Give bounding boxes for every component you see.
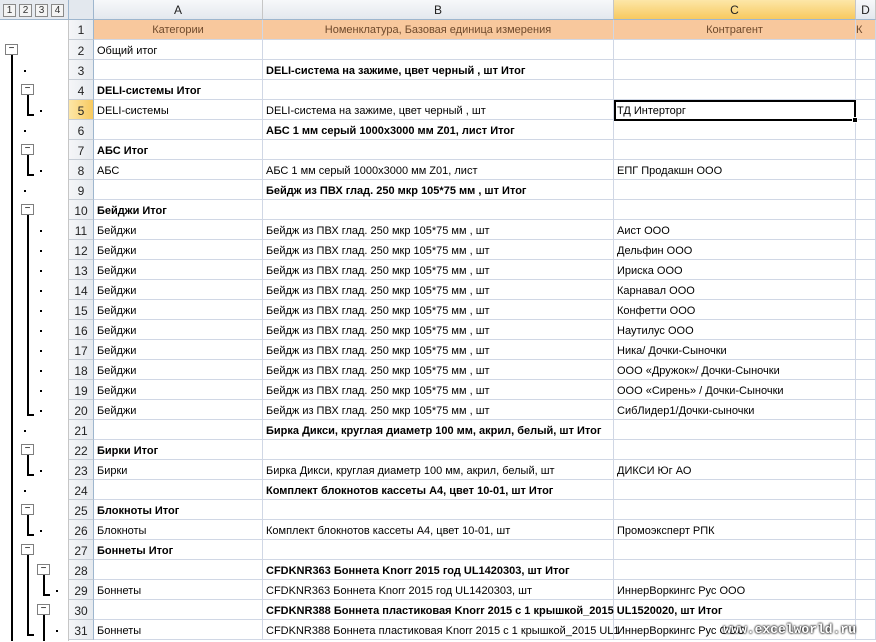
cell-d14[interactable]: [856, 280, 876, 300]
cell-d18[interactable]: [856, 360, 876, 380]
cell-a31[interactable]: Боннеты: [94, 620, 263, 640]
outline-row-marker: [40, 110, 42, 112]
cell-c14[interactable]: Карнавал ООО: [614, 280, 856, 300]
outline-group-line: [27, 114, 34, 116]
cell-a18[interactable]: Бейджи: [94, 360, 263, 380]
row-header-4[interactable]: 4: [69, 80, 94, 100]
cell-a5[interactable]: DELI-системы: [94, 100, 263, 120]
cell-c28[interactable]: [614, 560, 856, 580]
cell-c3[interactable]: [614, 60, 856, 80]
cell-a30[interactable]: [94, 600, 263, 620]
cell-b5[interactable]: DELI-система на зажиме, цвет черный , шт: [263, 100, 614, 120]
outline-row-marker: [40, 530, 42, 532]
outline-group-line: [43, 594, 50, 596]
row-header-18[interactable]: 18: [69, 360, 94, 380]
cell-d29[interactable]: [856, 580, 876, 600]
outline-row-marker: [40, 410, 42, 412]
cell-b29[interactable]: CFDKNR363 Боннета Knorr 2015 год UL1420303, шт: [263, 580, 614, 600]
row-header-6[interactable]: 6: [69, 120, 94, 140]
cell-a24[interactable]: [94, 480, 263, 500]
outline-collapse-button[interactable]: −: [21, 504, 34, 515]
outline-row-marker: [40, 270, 42, 272]
cell-b30[interactable]: CFDKNR388 Боннета пластиковая Knorr 2015 с 1 крышкой_2015 UL1520020, шт Итог: [263, 600, 614, 620]
row-header-25[interactable]: 25: [69, 500, 94, 520]
cell-c7[interactable]: [614, 140, 856, 160]
cell-d7[interactable]: [856, 140, 876, 160]
row-header-9[interactable]: 9: [69, 180, 94, 200]
outline-group-line: [27, 455, 29, 475]
column-header-c[interactable]: C: [614, 0, 856, 20]
cell-b22[interactable]: [263, 440, 614, 460]
cell-c16[interactable]: Наутилус ООО: [614, 320, 856, 340]
row-header-2[interactable]: 2: [69, 40, 94, 60]
cell-d6[interactable]: [856, 120, 876, 140]
cell-d2[interactable]: [856, 40, 876, 60]
outline-row-marker: [40, 390, 42, 392]
cell-c19[interactable]: ООО «Сирень» / Дочки-Сыночки: [614, 380, 856, 400]
outline-row-marker: [24, 130, 26, 132]
outline-group-line: [27, 155, 29, 175]
cell-a25[interactable]: Блокноты Итог: [94, 500, 263, 520]
row-header-1[interactable]: 1: [69, 20, 94, 40]
cell-d19[interactable]: [856, 380, 876, 400]
outline-group-line: [27, 215, 29, 415]
cell-d10[interactable]: [856, 200, 876, 220]
cell-d13[interactable]: [856, 260, 876, 280]
outline-row-marker: [40, 370, 42, 372]
cell-d22[interactable]: [856, 440, 876, 460]
cell-b31[interactable]: CFDKNR388 Боннета пластиковая Knorr 2015 с 1 крышкой_2015 UL1: [263, 620, 614, 640]
outline-group-line: [43, 615, 45, 641]
outline-group-line: [27, 414, 34, 416]
cell-c1[interactable]: Контрагент: [614, 20, 856, 40]
cell-a4[interactable]: DELI-системы Итог: [94, 80, 263, 100]
select-all-corner[interactable]: [69, 0, 94, 20]
row-header-8[interactable]: 8: [69, 160, 94, 180]
row-header-17[interactable]: 17: [69, 340, 94, 360]
cell-d4[interactable]: [856, 80, 876, 100]
cell-a11[interactable]: Бейджи: [94, 220, 263, 240]
cell-a14[interactable]: Бейджи: [94, 280, 263, 300]
outline-group-line: [27, 534, 34, 536]
cell-c13[interactable]: Ириска ООО: [614, 260, 856, 280]
row-header-22[interactable]: 22: [69, 440, 94, 460]
outline-level-2-button[interactable]: 2: [19, 4, 32, 17]
cell-c23[interactable]: ДИКСИ Юг АО: [614, 460, 856, 480]
outline-collapse-button[interactable]: −: [5, 44, 18, 55]
cell-c8[interactable]: ЕПГ Продакшн ООО: [614, 160, 856, 180]
cell-c4[interactable]: [614, 80, 856, 100]
outline-row-marker: [40, 290, 42, 292]
row-header-29[interactable]: 29: [69, 580, 94, 600]
cell-b13[interactable]: Бейдж из ПВХ глад. 250 мкр 105*75 мм , шт: [263, 260, 614, 280]
row-header-15[interactable]: 15: [69, 300, 94, 320]
cell-a20[interactable]: Бейджи: [94, 400, 263, 420]
cell-b26[interactable]: Комплект блокнотов кассеты А4, цвет 10-01, шт: [263, 520, 614, 540]
cell-d12[interactable]: [856, 240, 876, 260]
cell-c9[interactable]: [614, 180, 856, 200]
outline-row-marker: [40, 330, 42, 332]
outline-group-line: [27, 474, 34, 476]
outline-row-marker: [24, 70, 26, 72]
cell-b7[interactable]: [263, 140, 614, 160]
cell-b23[interactable]: Бирка Дикси, круглая диаметр 100 мм, акрил, белый, шт: [263, 460, 614, 480]
cell-d30[interactable]: [856, 600, 876, 620]
row-header-7[interactable]: 7: [69, 140, 94, 160]
outline-level-4-button[interactable]: 4: [51, 4, 64, 17]
cell-b9[interactable]: Бейдж из ПВХ глад. 250 мкр 105*75 мм , шт Итог: [263, 180, 614, 200]
cell-d20[interactable]: [856, 400, 876, 420]
cell-b25[interactable]: [263, 500, 614, 520]
active-cell-c5[interactable]: [614, 100, 856, 121]
outline-group-line: [43, 575, 45, 595]
row-header-16[interactable]: 16: [69, 320, 94, 340]
cell-c29[interactable]: ИннерВоркингс Рус ООО: [614, 580, 856, 600]
cell-b6[interactable]: АБС 1 мм серый 1000х3000 мм Z01, лист Итог: [263, 120, 614, 140]
cell-c27[interactable]: [614, 540, 856, 560]
row-header-20[interactable]: 20: [69, 400, 94, 420]
cell-b1[interactable]: Номенклатура, Базовая единица измерения: [263, 20, 614, 40]
cell-a15[interactable]: Бейджи: [94, 300, 263, 320]
cell-c17[interactable]: Ника/ Дочки-Сыночки: [614, 340, 856, 360]
cell-c5[interactable]: ТД Интерторг: [614, 100, 856, 120]
outline-level-bar: [0, 0, 69, 20]
cell-a9[interactable]: [94, 180, 263, 200]
outline-collapse-button[interactable]: −: [21, 204, 34, 215]
outline-group-line: [27, 174, 34, 176]
row-header-23[interactable]: 23: [69, 460, 94, 480]
cell-d1[interactable]: К: [856, 20, 876, 40]
cell-d5[interactable]: [856, 100, 876, 120]
outline-row-marker: [40, 310, 42, 312]
cell-a16[interactable]: Бейджи: [94, 320, 263, 340]
cell-c31[interactable]: ИннерВоркингс Рус ООО: [614, 620, 856, 640]
row-header-24[interactable]: 24: [69, 480, 94, 500]
cell-b18[interactable]: Бейдж из ПВХ глад. 250 мкр 105*75 мм , шт: [263, 360, 614, 380]
row-header-3[interactable]: 3: [69, 60, 94, 80]
row-header-26[interactable]: 26: [69, 520, 94, 540]
cell-b19[interactable]: Бейдж из ПВХ глад. 250 мкр 105*75 мм , шт: [263, 380, 614, 400]
cell-d26[interactable]: [856, 520, 876, 540]
cell-c20[interactable]: СибЛидер1/Дочки-сыночки: [614, 400, 856, 420]
cell-d15[interactable]: [856, 300, 876, 320]
cell-b16[interactable]: Бейдж из ПВХ глад. 250 мкр 105*75 мм , шт: [263, 320, 614, 340]
cell-c22[interactable]: [614, 440, 856, 460]
cell-d3[interactable]: [856, 60, 876, 80]
column-header-b[interactable]: B: [263, 0, 614, 20]
cell-b21[interactable]: Бирка Дикси, круглая диаметр 100 мм, акрил, белый, шт Итог: [263, 420, 614, 440]
cell-b12[interactable]: Бейдж из ПВХ глад. 250 мкр 105*75 мм , шт: [263, 240, 614, 260]
row-header-21[interactable]: 21: [69, 420, 94, 440]
cell-d28[interactable]: [856, 560, 876, 580]
outline-collapse-button[interactable]: −: [37, 564, 50, 575]
outline-collapse-button[interactable]: −: [21, 84, 34, 95]
cell-b20[interactable]: Бейдж из ПВХ глад. 250 мкр 105*75 мм , шт: [263, 400, 614, 420]
cell-d17[interactable]: [856, 340, 876, 360]
cell-c30[interactable]: [614, 600, 856, 620]
outline-row-marker: [24, 490, 26, 492]
cell-d8[interactable]: [856, 160, 876, 180]
cell-c24[interactable]: [614, 480, 856, 500]
cell-a10[interactable]: Бейджи Итог: [94, 200, 263, 220]
cell-a29[interactable]: Боннеты: [94, 580, 263, 600]
watermark: www.excelworld.ru: [723, 622, 856, 637]
outline-group-line: [27, 634, 34, 636]
row-header-10[interactable]: 10: [69, 200, 94, 220]
cell-a7[interactable]: АБС Итог: [94, 140, 263, 160]
outline-collapse-button[interactable]: −: [21, 544, 34, 555]
cell-a26[interactable]: Блокноты: [94, 520, 263, 540]
outline-group-line: [27, 95, 29, 115]
cell-b14[interactable]: Бейдж из ПВХ глад. 250 мкр 105*75 мм , шт: [263, 280, 614, 300]
cell-a13[interactable]: Бейджи: [94, 260, 263, 280]
outline-level-3-button[interactable]: 3: [35, 4, 48, 17]
cell-c10[interactable]: [614, 200, 856, 220]
cell-a17[interactable]: Бейджи: [94, 340, 263, 360]
outline-collapse-button[interactable]: −: [21, 444, 34, 455]
row-header-12[interactable]: 12: [69, 240, 94, 260]
cell-a27[interactable]: Боннеты Итог: [94, 540, 263, 560]
cell-a6[interactable]: [94, 120, 263, 140]
cell-b8[interactable]: АБС 1 мм серый 1000х3000 мм Z01, лист: [263, 160, 614, 180]
column-header-d[interactable]: D: [856, 0, 876, 20]
cell-a8[interactable]: АБС: [94, 160, 263, 180]
cell-a3[interactable]: [94, 60, 263, 80]
cell-b4[interactable]: [263, 80, 614, 100]
outline-row-marker: [40, 250, 42, 252]
cell-c26[interactable]: Промоэксперт РПК: [614, 520, 856, 540]
cell-c12[interactable]: Дельфин ООО: [614, 240, 856, 260]
fill-handle[interactable]: [852, 117, 858, 123]
cell-d25[interactable]: [856, 500, 876, 520]
outline-group-line: [27, 515, 29, 535]
row-header-19[interactable]: 19: [69, 380, 94, 400]
cell-a23[interactable]: Бирки: [94, 460, 263, 480]
outline-row-marker: [24, 190, 26, 192]
cell-a19[interactable]: Бейджи: [94, 380, 263, 400]
cell-a1[interactable]: Категории: [94, 20, 263, 40]
outline-group-line: [27, 555, 29, 635]
cell-a22[interactable]: Бирки Итог: [94, 440, 263, 460]
cell-d24[interactable]: [856, 480, 876, 500]
outline-row-marker: [40, 350, 42, 352]
cell-b24[interactable]: Комплект блокнотов кассеты А4, цвет 10-01, шт Итог: [263, 480, 614, 500]
outline-row-marker: [40, 470, 42, 472]
cell-d21[interactable]: [856, 420, 876, 440]
cell-a12[interactable]: Бейджи: [94, 240, 263, 260]
row-header-11[interactable]: 11: [69, 220, 94, 240]
row-header-31[interactable]: 31: [69, 620, 94, 640]
outline-collapse-button[interactable]: −: [21, 144, 34, 155]
cell-b17[interactable]: Бейдж из ПВХ глад. 250 мкр 105*75 мм , шт: [263, 340, 614, 360]
cell-a28[interactable]: [94, 560, 263, 580]
cell-c21[interactable]: [614, 420, 856, 440]
row-header-13[interactable]: 13: [69, 260, 94, 280]
cell-c11[interactable]: Аист ООО: [614, 220, 856, 240]
outline-row-marker: [56, 630, 58, 632]
outline-group-line: [11, 55, 13, 641]
cell-c2[interactable]: [614, 40, 856, 60]
cell-b15[interactable]: Бейдж из ПВХ глад. 250 мкр 105*75 мм , шт: [263, 300, 614, 320]
row-header-5[interactable]: 5: [69, 100, 94, 120]
row-header-27[interactable]: 27: [69, 540, 94, 560]
cell-b27[interactable]: [263, 540, 614, 560]
cell-b10[interactable]: [263, 200, 614, 220]
outline-row-marker: [40, 230, 42, 232]
cell-c25[interactable]: [614, 500, 856, 520]
cell-c18[interactable]: ООО «Дружок»/ Дочки-Сыночки: [614, 360, 856, 380]
row-header-14[interactable]: 14: [69, 280, 94, 300]
cell-d23[interactable]: [856, 460, 876, 480]
column-header-a[interactable]: A: [94, 0, 263, 20]
cell-b28[interactable]: CFDKNR363 Боннета Knorr 2015 год UL1420303, шт Итог: [263, 560, 614, 580]
outline-row-marker: [40, 170, 42, 172]
outline-collapse-button[interactable]: −: [37, 604, 50, 615]
cell-d31[interactable]: [856, 620, 876, 640]
outline-row-marker: [56, 590, 58, 592]
outline-row-marker: [24, 430, 26, 432]
row-header-28[interactable]: 28: [69, 560, 94, 580]
cell-c6[interactable]: [614, 120, 856, 140]
cell-c15[interactable]: Конфетти ООО: [614, 300, 856, 320]
cell-a2[interactable]: Общий итог: [94, 40, 263, 60]
cell-d11[interactable]: [856, 220, 876, 240]
cell-b11[interactable]: Бейдж из ПВХ глад. 250 мкр 105*75 мм , шт: [263, 220, 614, 240]
cell-b3[interactable]: DELI-система на зажиме, цвет черный , шт Итог: [263, 60, 614, 80]
cell-b2[interactable]: [263, 40, 614, 60]
row-header-30[interactable]: 30: [69, 600, 94, 620]
cell-d27[interactable]: [856, 540, 876, 560]
outline-level-1-button[interactable]: 1: [3, 4, 16, 17]
cell-d16[interactable]: [856, 320, 876, 340]
cell-d9[interactable]: [856, 180, 876, 200]
cell-a21[interactable]: [94, 420, 263, 440]
